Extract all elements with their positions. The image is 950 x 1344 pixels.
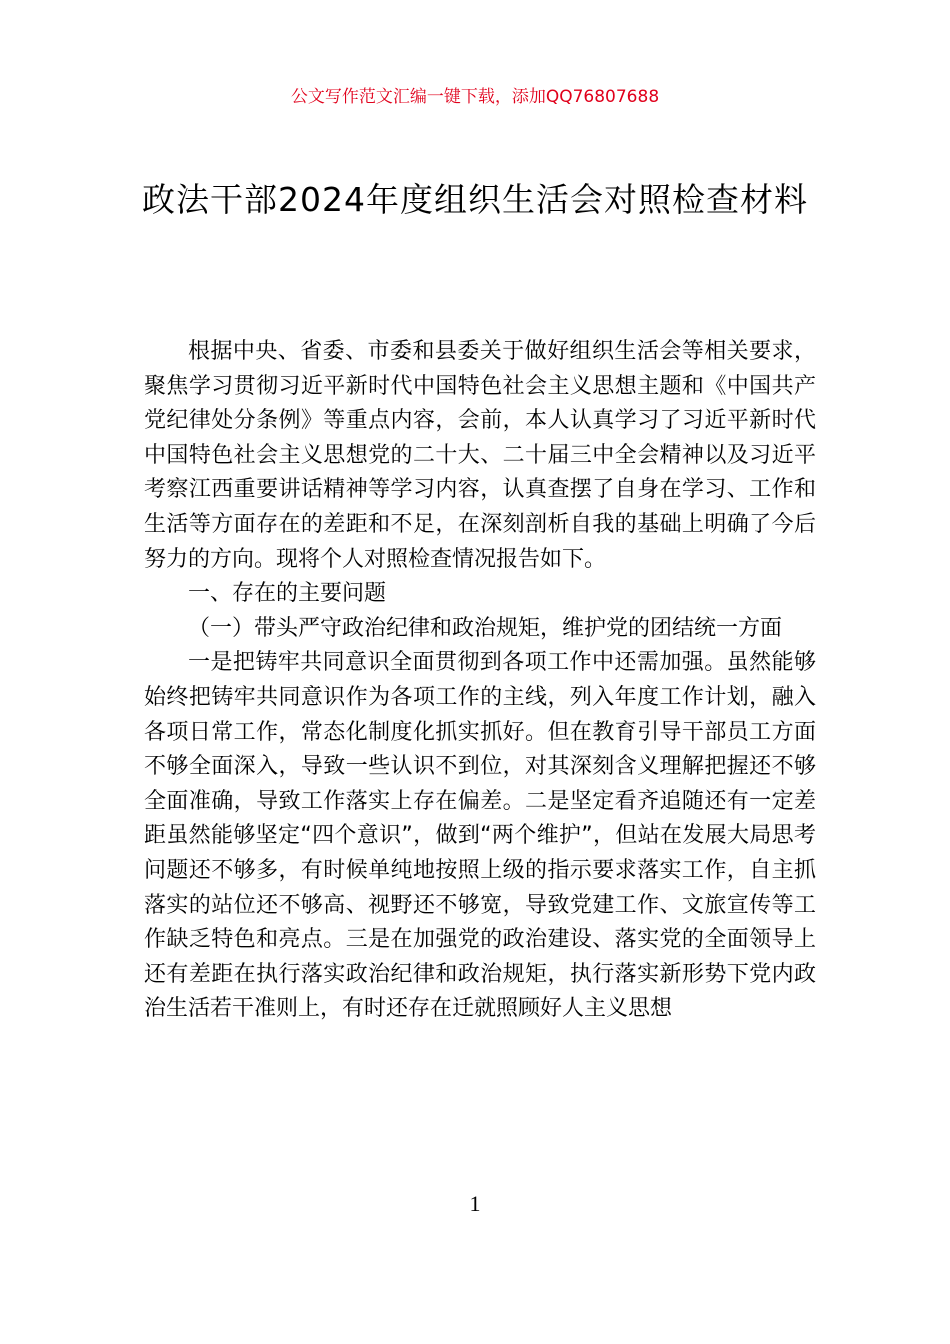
- document-title: 政法干部2024年度组织生活会对照检查材料: [142, 180, 808, 219]
- download-banner: 公文写作范文汇编一键下载，添加QQ76807688: [290, 87, 660, 107]
- body-paragraph: 一是把铸牢共同意识全面贯彻到各项工作中还需加强。虽然能够始终把铸牢共同意识作为各项工作的主线，列入年度工作计划，融入各项日常工作，常态化制度化抓实抓好。但在教育引导干部员工方面不够全面深入，导致一些认识不到位，对其深刻含义理解把握还不够全面准确，导致工作落实上存在偏差。二是坚定看齐追随还有一定差距虽然能够坚定“四个意识”，做到“两个维护”，但站在发展大局思考问题还不够多，有时候单纯地按照上级的指示要求落实工作，自主抓落实的站位还不够高、视野还不够宽，导致党建工作、文旅宣传等工作缺乏特色和亮点。三是在加强党的政治建设、落实党的全面领导上还有差距在执行落实政治纪律和政治规矩，执行落实新形势下党内政治生活若干准则上，有时还存在迁就照顾好人主义思想: [144, 650, 816, 1022]
- document-body: [144, 335, 816, 1027]
- intro-paragraph: 根据中央、省委、市委和县委关于做好组织生活会等相关要求，聚焦学习贯彻习近平新时代中国特色社会主义思想主题和《中国共产党纪律处分条例》等重点内容，会前，本人认真学习了习近平新时代中国特色社会主义思想党的二十大、二十届三中全会精神以及习近平考察江西重要讲话精神等学习内容，认真查摆了自身在学习、工作和生活等方面存在的差距和不足，在深刻剖析自我的基础上明确了今后努力的方向。现将个人对照检查情况报告如下。: [144, 339, 816, 572]
- page-number: 1: [469, 1191, 481, 1216]
- subsection-heading: （一）带头严守政治纪律和政治规矩，维护党的团结统一方面: [188, 615, 783, 641]
- section-heading: 一、存在的主要问题: [188, 581, 387, 607]
